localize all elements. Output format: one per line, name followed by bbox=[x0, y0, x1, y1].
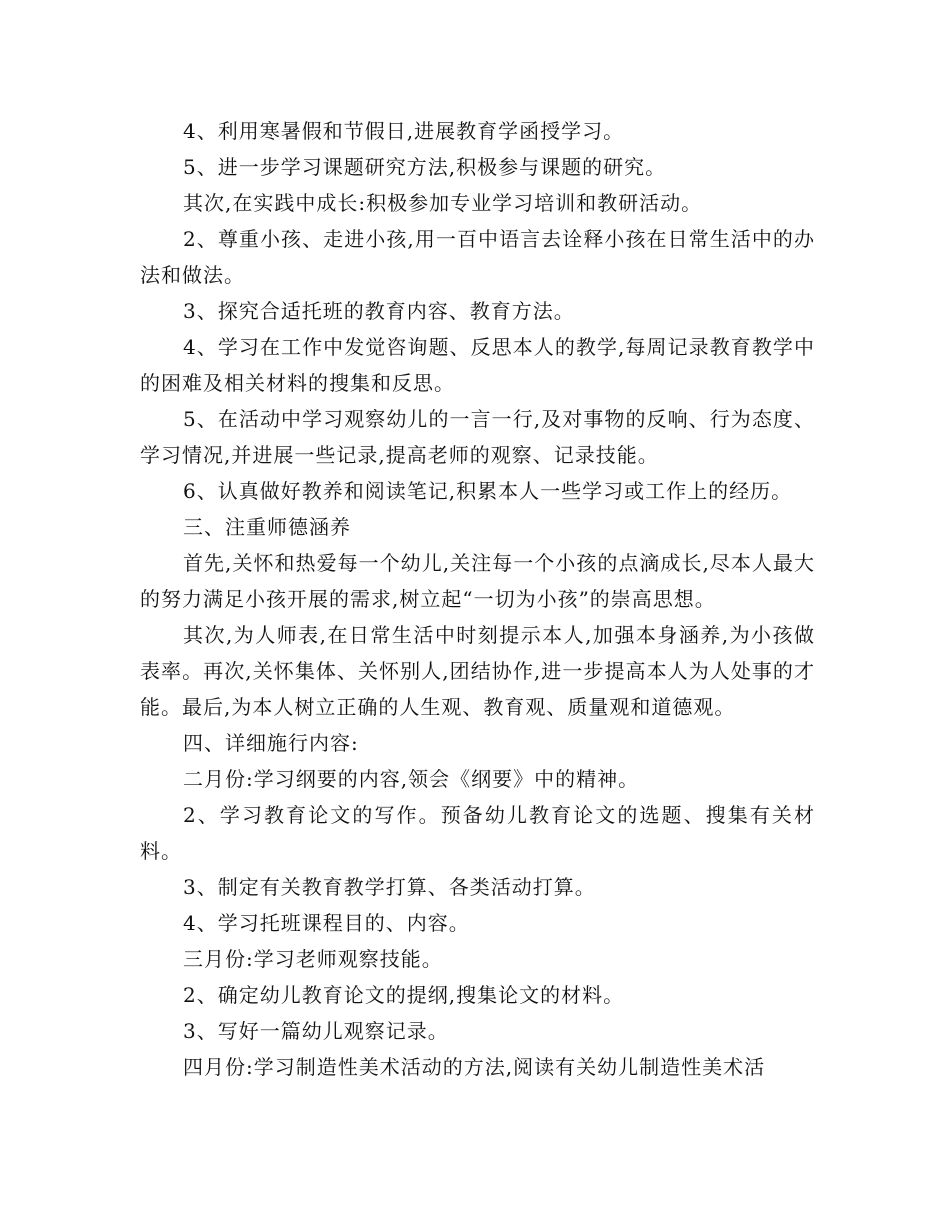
paragraph-6: 4、学习在工作中发觉咨询题、反思本人的教学,每周记录教育教学中的困难及相关材料的搜集和反思。 bbox=[140, 335, 815, 395]
section-heading-4: 四、详细施行内容: bbox=[183, 731, 359, 755]
paragraph-4: 2、尊重小孩、走进小孩,用一百中语言去诠释小孩在日常生活中的办法和做法。 bbox=[140, 227, 815, 287]
paragraph-20: 四月份:学习制造性美术活动的方法,阅读有关幼儿制造性美术活 bbox=[183, 1055, 766, 1079]
paragraph-19: 3、写好一篇幼儿观察记录。 bbox=[183, 1019, 449, 1043]
paragraph-16: 4、学习托班课程目的、内容。 bbox=[183, 911, 470, 935]
paragraph-10: 首先,关怀和热爱每一个幼儿,关注每一个小孩的点滴成长,尽本人最大的努力满足小孩开展的需求,树立起“一切为小孩”的崇高思想。 bbox=[140, 551, 815, 611]
paragraph-13: 二月份:学习纲要的内容,领会《纲要》中的精神。 bbox=[183, 767, 640, 791]
paragraph-5: 3、探究合适托班的教育内容、教育方法。 bbox=[183, 299, 575, 323]
paragraph-14: 2、学习教育论文的写作。预备幼儿教育论文的选题、搜集有关材料。 bbox=[140, 803, 815, 863]
paragraph-7: 5、在活动中学习观察幼儿的一言一行,及对事物的反响、行为态度、学习情况,并进展一些记录,提高老师的观察、记录技能。 bbox=[140, 407, 815, 467]
document-body bbox=[140, 113, 815, 1085]
paragraph-18: 2、确定幼儿教育论文的提纲,搜集论文的材料。 bbox=[183, 983, 625, 1007]
paragraph-11: 其次,为人师表,在日常生活中时刻提示本人,加强本身涵养,为小孩做表率。再次,关怀集体、关怀别人,团结协作,进一步提高本人为人处事的才能。最后,为本人树立正确的人生观、教育观、质量观和道德观。 bbox=[140, 623, 815, 719]
paragraph-1: 4、利用寒暑假和节假日,进展教育学函授学习。 bbox=[183, 119, 625, 143]
paragraph-8: 6、认真做好教养和阅读笔记,积累本人一些学习或工作上的经历。 bbox=[183, 479, 793, 503]
paragraph-2: 5、进一步学习课题研究方法,积极参与课题的研究。 bbox=[183, 155, 667, 179]
paragraph-3: 其次,在实践中成长:积极参加专业学习培训和教研活动。 bbox=[183, 191, 703, 215]
paragraph-17: 三月份:学习老师观察技能。 bbox=[183, 947, 443, 971]
paragraph-15: 3、制定有关教育教学打算、各类活动打算。 bbox=[183, 875, 596, 899]
section-heading-3: 三、注重师德涵养 bbox=[183, 515, 351, 539]
